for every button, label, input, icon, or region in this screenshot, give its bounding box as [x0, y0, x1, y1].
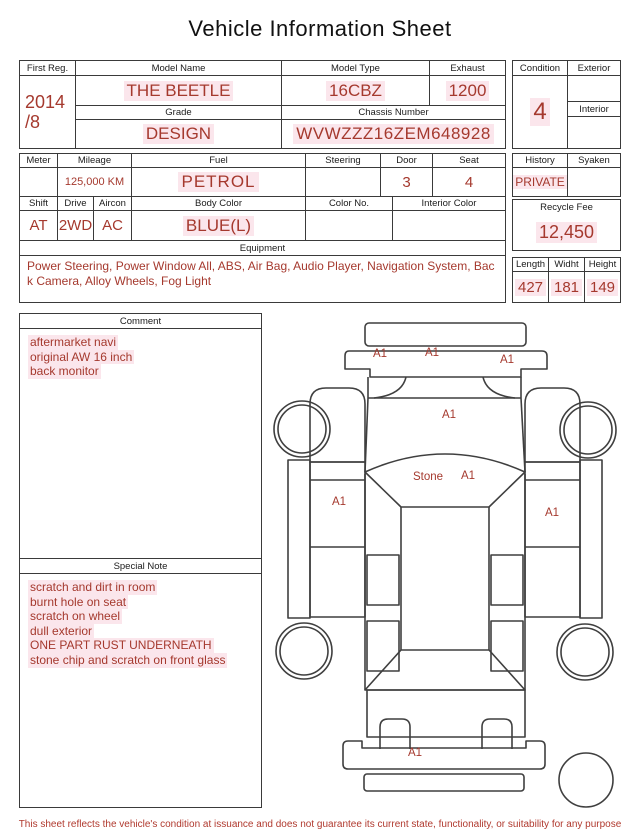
exterior-value [568, 76, 620, 102]
first-reg-cell [20, 61, 76, 148]
right-rocker-panel [580, 460, 602, 618]
equipment-value: Power Steering, Power Window All, ABS, Air Bag, Audio Player, Navigation System, Back Camera, Alloy Wheels, Fog Light [27, 259, 495, 288]
condition-label: Condition [513, 61, 568, 76]
grade-label: Grade [76, 106, 282, 120]
chassis-number-value: WVWZZZ16ZEM648928 [282, 120, 505, 148]
front-arch-left [374, 377, 406, 398]
aircon-value: AC [94, 211, 132, 241]
equipment-label: Equipment [20, 241, 505, 256]
shift-value: AT [20, 211, 58, 241]
aircon-label: Aircon [94, 197, 132, 211]
interior-color-label: Interior Color [393, 197, 505, 211]
body-color-value: BLUE(L) [132, 211, 306, 241]
color-no-label: Color No. [306, 197, 393, 211]
rear-window [365, 650, 525, 690]
spare-wheel [559, 753, 613, 807]
drive-value: 2WD [58, 211, 94, 241]
seat-value: 4 [433, 168, 505, 197]
comment-line: original AW 16 inch [30, 349, 133, 364]
right-window-section [491, 555, 523, 605]
damage-mark: A1 [372, 348, 388, 360]
special-note-line: ONE PART RUST UNDERNEATH [30, 638, 212, 653]
damage-mark: A1 [499, 354, 515, 366]
first-reg-month: /8 [25, 112, 41, 132]
damage-mark: A1 [441, 409, 457, 421]
model-name-value: THE BEETLE [76, 76, 282, 106]
drive-label: Drive [58, 197, 94, 211]
front-left-wheel [274, 401, 330, 457]
condition-table [512, 60, 621, 149]
damage-mark: A1 [424, 347, 440, 359]
tail-lamp-right [482, 719, 512, 749]
history-value: PRIVATE [513, 168, 568, 196]
interior-color-value [393, 211, 505, 241]
condition-value: 4 [513, 76, 568, 148]
comment-panel [19, 313, 262, 808]
chassis-number-label: Chassis Number [282, 106, 505, 120]
front-right-wheel [560, 402, 616, 458]
height-label: Height [585, 258, 620, 272]
left-rocker-panel [288, 460, 310, 618]
front-arch-right [483, 377, 515, 398]
right-front-fender [525, 388, 580, 462]
height-value: 149 [585, 272, 620, 302]
model-type-value: 16CBZ [282, 76, 430, 106]
meter-value [20, 168, 58, 197]
windshield [365, 454, 525, 507]
exhaust-label: Exhaust [430, 61, 505, 76]
disclaimer-text: This sheet reflects the vehicle's condition at issuance and does not guarantee its current state, functionality, or suitability for any purpose [18, 819, 622, 830]
meter-label: Meter [20, 154, 58, 168]
damage-mark: A1 [407, 747, 423, 759]
door-value: 3 [381, 168, 433, 197]
special-note-line: stone chip and scratch on front glass [30, 652, 226, 667]
comment-line: aftermarket navi [30, 335, 117, 349]
history-table [512, 153, 621, 197]
damage-note: Stone [412, 471, 444, 483]
syaken-value [568, 168, 620, 196]
shift-label: Shift [20, 197, 58, 211]
fuel-label: Fuel [132, 154, 306, 168]
special-note-line: scratch on wheel [30, 609, 121, 624]
tail-lamp-left [380, 719, 410, 749]
damage-mark: A1 [544, 507, 560, 519]
syaken-label: Syaken [568, 154, 620, 168]
left-door-panel [310, 462, 365, 617]
width-label: Widht [549, 258, 585, 272]
left-window-section [367, 555, 399, 605]
model-type-label: Model Type [282, 61, 430, 76]
damage-mark: A1 [331, 496, 347, 508]
history-label: History [513, 154, 568, 168]
length-value: 427 [513, 272, 549, 302]
right-door-panel [525, 462, 580, 617]
first-reg-year: 2014 [25, 92, 66, 112]
rear-bumper [343, 741, 545, 769]
steering-label: Steering [306, 154, 381, 168]
spec-table [19, 153, 506, 303]
special-note-line: dull exterior [30, 623, 93, 638]
special-note-text [20, 574, 261, 835]
dimensions-table [512, 257, 621, 303]
model-info-table [19, 60, 506, 149]
recycle-fee-label: Recycle Fee [540, 202, 593, 213]
interior-label: Interior [568, 102, 620, 117]
special-note-label: Special Note [20, 559, 261, 574]
first-reg-value [20, 76, 75, 148]
exhaust-value: 1200 [430, 76, 505, 106]
trunk [367, 690, 525, 737]
comment-text [20, 329, 261, 559]
special-note-line: burnt hole on seat [30, 594, 127, 609]
color-no-value [306, 211, 393, 241]
steering-value [306, 168, 381, 197]
special-note-line: scratch and dirt in room [30, 580, 156, 594]
damage-mark: A1 [460, 470, 476, 482]
comment-line: back monitor [30, 364, 99, 379]
interior-value [568, 117, 620, 148]
mileage-value: 125,000 KM [58, 168, 132, 197]
rear-left-wheel [276, 623, 332, 679]
fuel-value: PETROL [132, 168, 306, 197]
page-title: Vehicle Information Sheet [188, 16, 452, 41]
model-name-label: Model Name [76, 61, 282, 76]
mileage-label: Mileage [58, 154, 132, 168]
first-reg-label: First Reg. [20, 61, 75, 76]
recycle-fee-table [512, 199, 621, 251]
width-value: 181 [549, 272, 585, 302]
recycle-fee-value: 12,450 [513, 215, 620, 250]
length-label: Length [513, 258, 549, 272]
rear-bumper-lower-strip [364, 774, 524, 791]
exterior-label: Exterior [568, 61, 620, 76]
rear-right-wheel [557, 624, 613, 680]
door-label: Door [381, 154, 433, 168]
comment-label: Comment [20, 314, 261, 329]
car-damage-diagram [268, 312, 640, 812]
front-bumper-top-strip [365, 323, 526, 346]
body-color-label: Body Color [132, 197, 306, 211]
seat-label: Seat [433, 154, 505, 168]
grade-value: DESIGN [76, 120, 282, 148]
